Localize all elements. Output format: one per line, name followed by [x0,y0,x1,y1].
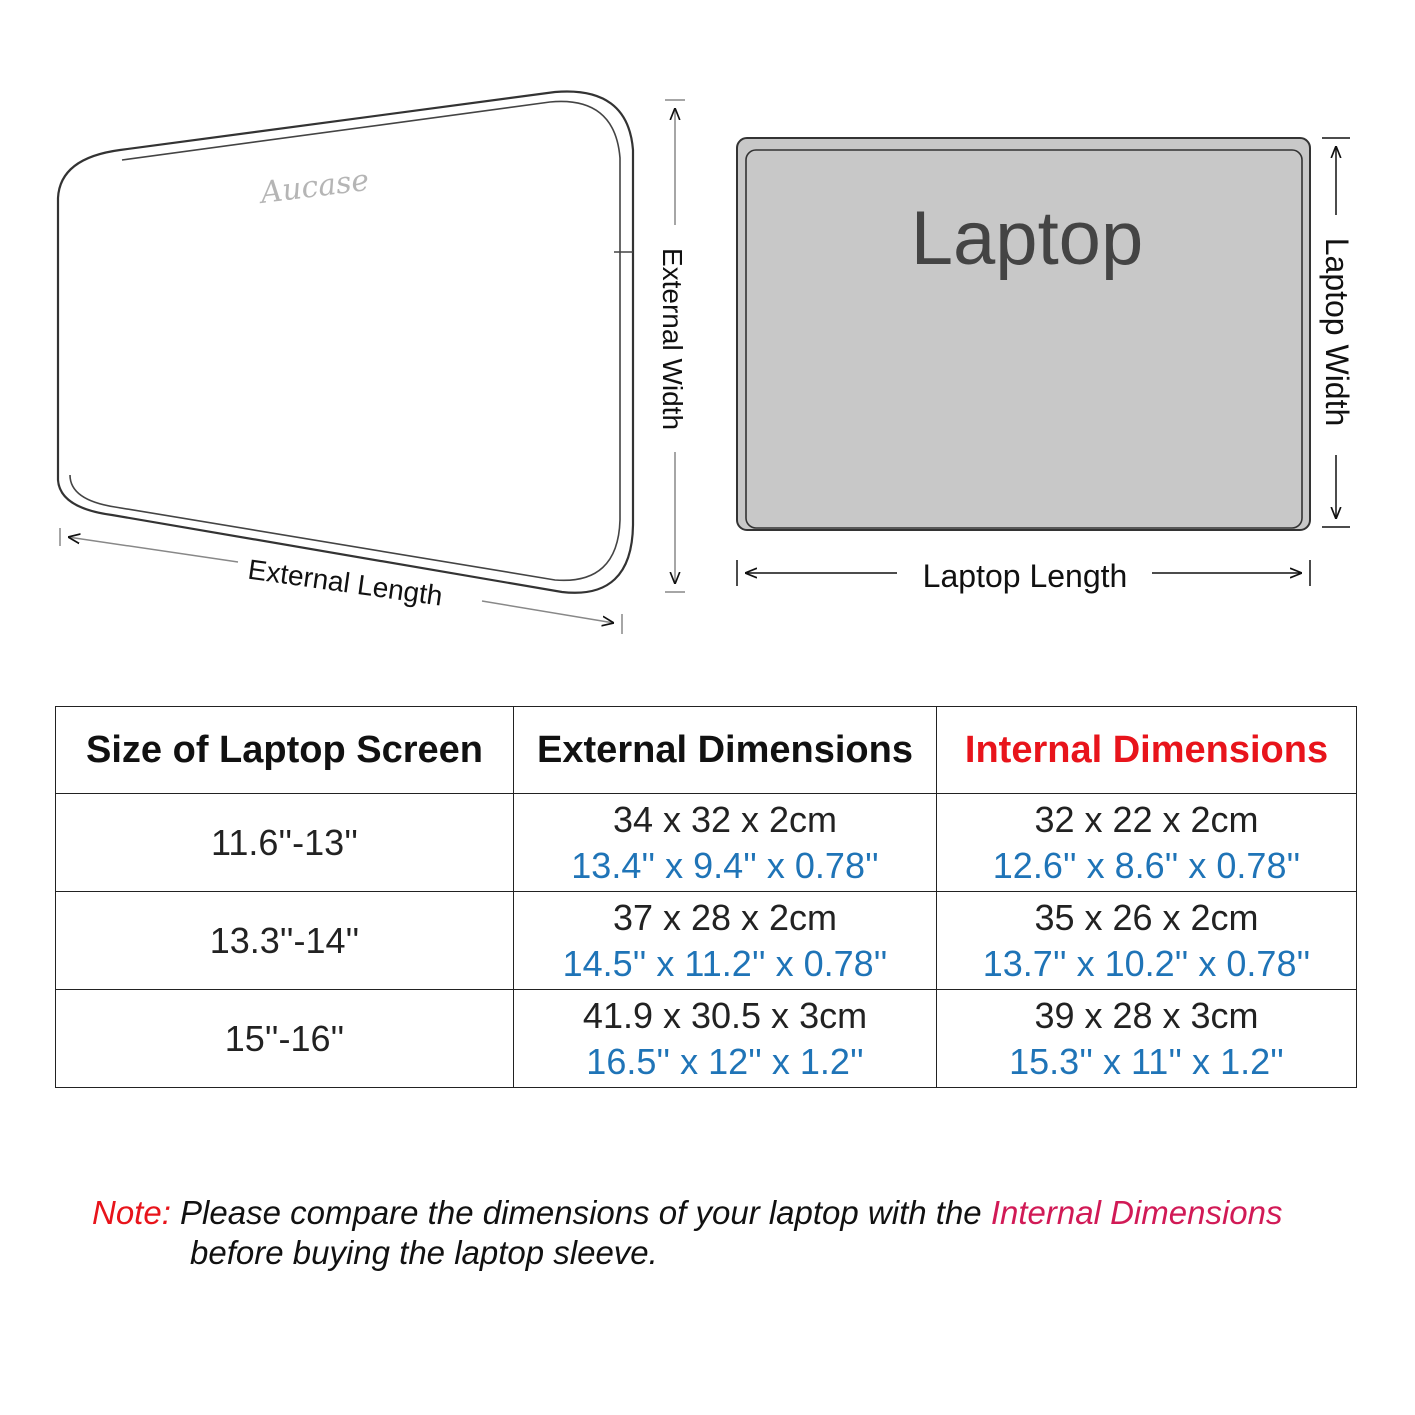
laptop-width-label: Laptop Width [1319,237,1355,427]
external-dimensions-cell [514,892,937,990]
note-text: Please compare the dimensions of your laptop with the [170,1194,991,1231]
internal-dimensions-cell [937,990,1357,1088]
screen-size-cell [56,990,514,1088]
external-metric: 37 x 28 x 2cm [612,896,838,938]
dimension-diagram [0,0,1415,680]
external-imperial: 16.5'' x 12'' x 1.2'' [586,1040,864,1082]
note-label: Note: [92,1194,171,1231]
internal-dimensions-cell [937,794,1357,892]
table-header-row [56,707,1357,794]
table-row [56,990,1357,1088]
external-width-label: External Width [657,247,688,431]
header-screen-size: Size of Laptop Screen [56,707,514,794]
table-row [56,794,1357,892]
screen-size-value: 15''-16'' [224,1017,345,1059]
buying-note [92,1193,1392,1273]
external-dimensions-cell [514,794,937,892]
header-internal-dimensions: Internal Dimensions [937,707,1357,794]
internal-imperial: 12.6'' x 8.6'' x 0.78'' [992,844,1301,886]
sleeve-drawing [58,91,633,592]
internal-imperial: 15.3'' x 11'' x 1.2'' [1009,1040,1284,1082]
laptop-width-dimension [1319,138,1355,527]
screen-size-cell [56,892,514,990]
external-metric: 41.9 x 30.5 x 3cm [582,994,868,1036]
laptop-label: Laptop [910,196,1144,281]
screen-size-cell [56,794,514,892]
note-highlight: Internal Dimensions [990,1194,1283,1231]
internal-metric: 35 x 26 x 2cm [1034,896,1259,938]
size-table [55,706,1357,1088]
screen-size-value: 11.6''-13'' [211,821,358,863]
external-imperial: 14.5'' x 11.2'' x 0.78'' [562,942,888,984]
external-width-dimension [657,100,688,592]
internal-imperial: 13.7'' x 10.2'' x 0.78'' [982,942,1311,984]
header-external-dimensions: External Dimensions [514,707,937,794]
table-row [56,892,1357,990]
note-text-continued: before buying the laptop sleeve. [190,1234,658,1271]
internal-metric: 32 x 22 x 2cm [1034,798,1259,840]
laptop-length-label: Laptop Length [922,558,1128,594]
laptop-drawing [737,138,1310,530]
laptop-length-dimension [737,558,1310,594]
external-imperial: 13.4'' x 9.4'' x 0.78'' [571,844,879,886]
internal-metric: 39 x 28 x 3cm [1034,994,1259,1036]
external-length-label: External Length [246,553,445,612]
external-metric: 34 x 32 x 2cm [612,798,838,840]
screen-size-value: 13.3''-14'' [209,919,360,961]
internal-dimensions-cell [937,892,1357,990]
external-dimensions-cell [514,990,937,1088]
sleeve-brand-logo: Aucase [258,162,371,211]
